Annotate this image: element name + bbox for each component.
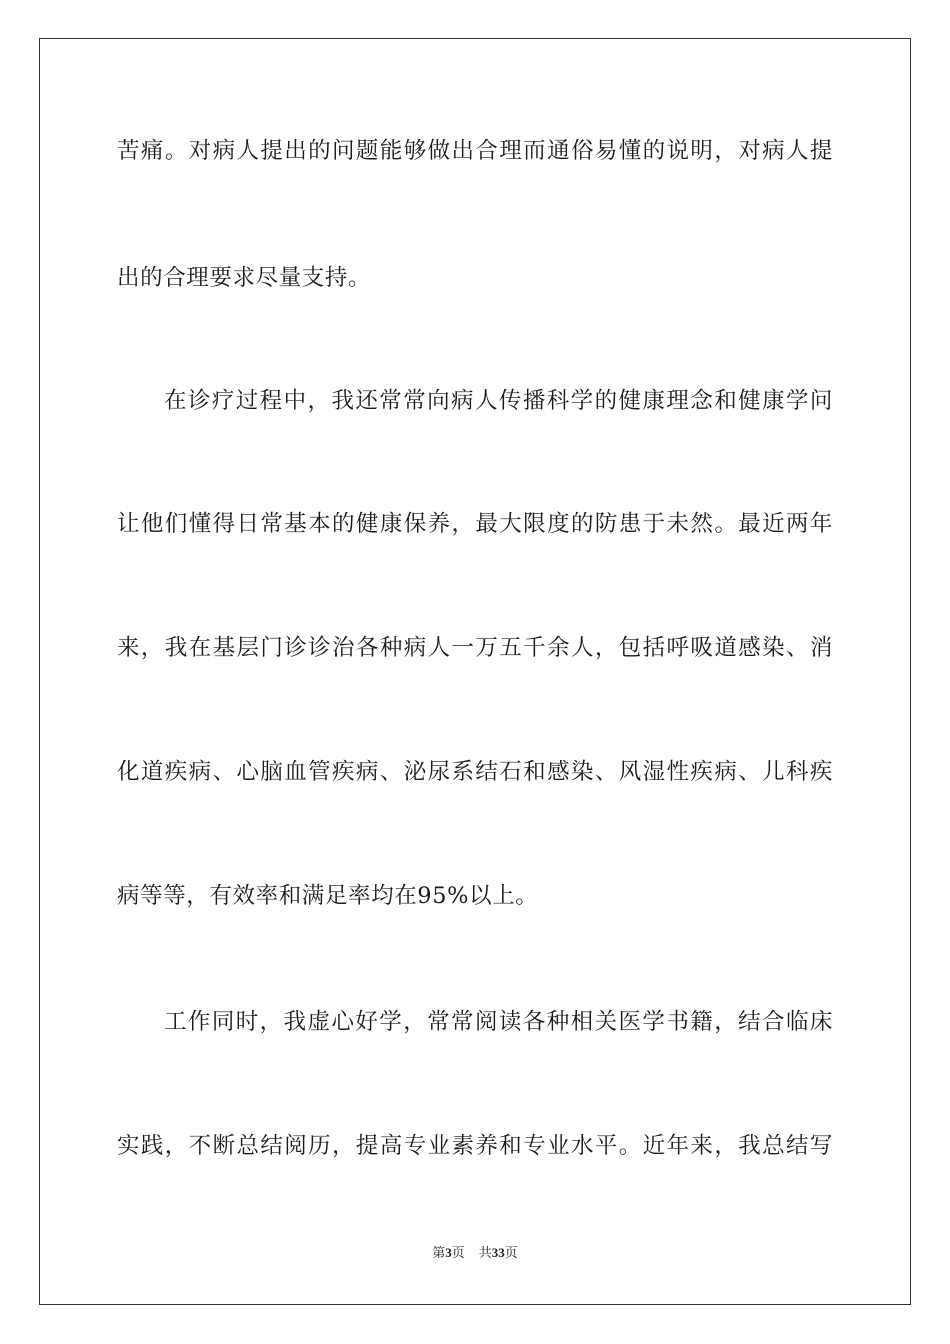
total-pages: 33	[491, 1245, 505, 1260]
paragraph-line: 来，我在基层门诊诊治各种病人一万五千余人，包括呼吸道感染、消	[117, 635, 833, 661]
total-prefix: 共	[478, 1246, 492, 1261]
page-prefix: 第	[432, 1246, 446, 1261]
paragraph-line-indented: 工作同时，我虚心好学，常常阅读各种相关医学书籍，结合临床	[164, 1009, 833, 1035]
page-footer	[0, 1244, 950, 1263]
page-border	[39, 38, 911, 1305]
paragraph-line: 病等等，有效率和满足率均在95%以上。	[117, 883, 539, 909]
page-number: 3	[445, 1245, 452, 1260]
paragraph-line: 实践，不断总结阅历，提高专业素养和专业水平。近年来，我总结写	[117, 1133, 833, 1159]
total-suffix: 页	[504, 1246, 518, 1261]
paragraph-line: 苦痛。对病人提出的问题能够做出合理而通俗易懂的说明，对病人提	[117, 138, 833, 164]
page-suffix: 页	[451, 1246, 465, 1261]
paragraph-line: 出的合理要求尽量支持。	[117, 265, 372, 291]
paragraph-line: 化道疾病、心脑血管疾病、泌尿系结石和感染、风湿性疾病、儿科疾	[117, 759, 833, 785]
paragraph-line-indented: 在诊疗过程中，我还常常向病人传播科学的健康理念和健康学问	[164, 388, 833, 414]
paragraph-line: 让他们懂得日常基本的健康保养，最大限度的防患于未然。最近两年	[117, 511, 833, 537]
